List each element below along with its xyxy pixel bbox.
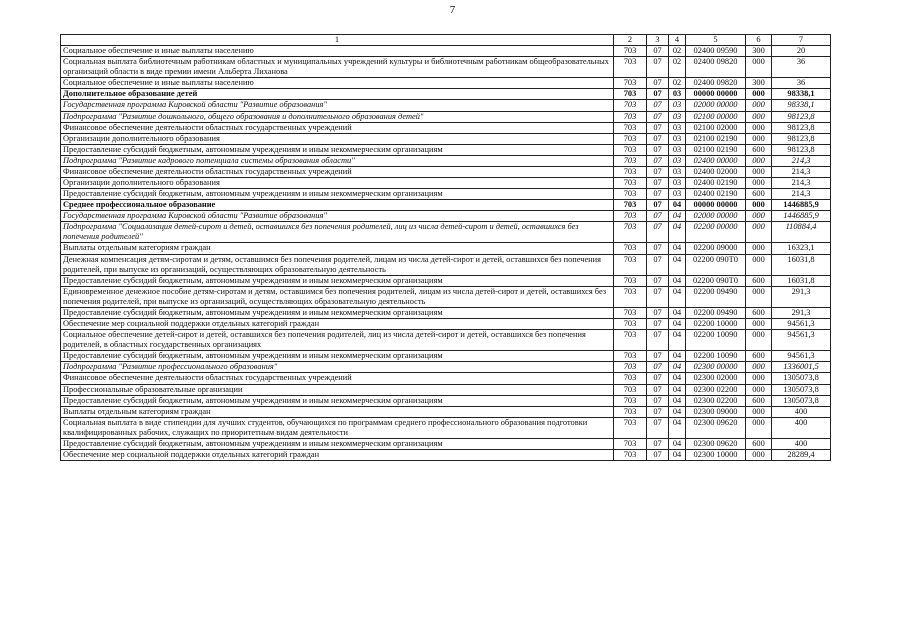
cell-section: 07 — [647, 144, 669, 155]
cell-section: 07 — [647, 351, 669, 362]
cell-name: Предоставление субсидий бюджетным, автономным учреждениям и иным некоммерческим организациям — [61, 307, 614, 318]
cell-ministry-code: 703 — [614, 243, 647, 254]
cell-name: Социальная выплата библиотечным работникам областных и муниципальных учреждений культуры и библиотечным работникам общеобразовательных организаций области в виде премии имени Альберта Лиханова — [61, 57, 614, 78]
cell-name: Выплаты отдельным категориям граждан — [61, 243, 614, 254]
cell-expense-type: 000 — [746, 254, 772, 275]
cell-ministry-code: 703 — [614, 449, 647, 460]
cell-amount: 214,3 — [772, 178, 831, 189]
cell-section: 07 — [647, 286, 669, 307]
cell-expense-type: 000 — [746, 89, 772, 100]
cell-subsection: 03 — [669, 111, 686, 122]
cell-ministry-code: 703 — [614, 351, 647, 362]
cell-amount: 94561,3 — [772, 351, 831, 362]
cell-name: Предоставление субсидий бюджетным, автономным учреждениям и иным некоммерческим организациям — [61, 189, 614, 200]
cell-subsection: 04 — [669, 211, 686, 222]
cell-ministry-code: 703 — [614, 89, 647, 100]
cell-target-article: 02200 10090 — [686, 330, 746, 351]
cell-name: Единовременное денежное пособие детям-сиротам и детям, оставшимся без попечения родителей, лицам из числа детей-сирот и детей, оставшихся без попечения родителей, при выпуске из организаций, осуществляющих образовательную деятельность — [61, 286, 614, 307]
cell-section: 07 — [647, 46, 669, 57]
table-row — [61, 307, 831, 318]
cell-ministry-code: 703 — [614, 111, 647, 122]
cell-name: Государственная программа Кировской области "Развитие образования" — [61, 100, 614, 111]
cell-amount: 400 — [772, 406, 831, 417]
cell-section: 07 — [647, 189, 669, 200]
cell-amount: 98338,1 — [772, 89, 831, 100]
cell-expense-type: 600 — [746, 351, 772, 362]
header-cell: 6 — [746, 35, 772, 46]
cell-ministry-code: 703 — [614, 155, 647, 166]
cell-expense-type: 000 — [746, 384, 772, 395]
table-row — [61, 222, 831, 243]
cell-amount: 1336001,5 — [772, 362, 831, 373]
cell-ministry-code: 703 — [614, 373, 647, 384]
cell-section: 07 — [647, 438, 669, 449]
cell-expense-type: 000 — [746, 155, 772, 166]
cell-section: 07 — [647, 406, 669, 417]
cell-subsection: 04 — [669, 351, 686, 362]
cell-ministry-code: 703 — [614, 286, 647, 307]
cell-expense-type: 300 — [746, 78, 772, 89]
cell-target-article: 02100 02190 — [686, 144, 746, 155]
cell-amount: 110884,4 — [772, 222, 831, 243]
cell-expense-type: 300 — [746, 46, 772, 57]
cell-section: 07 — [647, 133, 669, 144]
cell-subsection: 03 — [669, 100, 686, 111]
table-row — [61, 384, 831, 395]
cell-ministry-code: 703 — [614, 144, 647, 155]
cell-section: 07 — [647, 178, 669, 189]
table-row — [61, 133, 831, 144]
cell-target-article: 00000 00000 — [686, 89, 746, 100]
cell-section: 07 — [647, 78, 669, 89]
cell-expense-type: 000 — [746, 330, 772, 351]
table-row — [61, 211, 831, 222]
cell-subsection: 02 — [669, 78, 686, 89]
cell-amount: 16031,8 — [772, 254, 831, 275]
cell-amount: 28289,4 — [772, 449, 831, 460]
cell-name: Государственная программа Кировской области "Развитие образования" — [61, 211, 614, 222]
cell-section: 07 — [647, 362, 669, 373]
cell-name: Предоставление субсидий бюджетным, автономным учреждениям и иным некоммерческим организациям — [61, 351, 614, 362]
cell-amount: 400 — [772, 438, 831, 449]
cell-amount: 291,3 — [772, 286, 831, 307]
cell-target-article: 02000 00000 — [686, 100, 746, 111]
cell-section: 07 — [647, 275, 669, 286]
cell-amount: 1446885,9 — [772, 211, 831, 222]
cell-ministry-code: 703 — [614, 395, 647, 406]
cell-ministry-code: 703 — [614, 189, 647, 200]
table-row — [61, 395, 831, 406]
cell-subsection: 04 — [669, 319, 686, 330]
cell-name: Среднее профессиональное образование — [61, 200, 614, 211]
table-row — [61, 275, 831, 286]
cell-ministry-code: 703 — [614, 384, 647, 395]
cell-subsection: 04 — [669, 330, 686, 351]
cell-target-article: 02400 00000 — [686, 155, 746, 166]
cell-subsection: 04 — [669, 286, 686, 307]
cell-name: Финансовое обеспечение деятельности областных государственных учреждений — [61, 122, 614, 133]
cell-amount: 214,3 — [772, 166, 831, 177]
cell-target-article: 02200 10000 — [686, 319, 746, 330]
cell-amount: 1305073,8 — [772, 395, 831, 406]
cell-amount: 98123,8 — [772, 144, 831, 155]
cell-ministry-code: 703 — [614, 133, 647, 144]
cell-section: 07 — [647, 449, 669, 460]
cell-target-article: 02200 090Т0 — [686, 275, 746, 286]
cell-subsection: 04 — [669, 200, 686, 211]
cell-name: Социальное обеспечение и иные выплаты населению — [61, 46, 614, 57]
cell-expense-type: 000 — [746, 243, 772, 254]
cell-expense-type: 000 — [746, 122, 772, 133]
cell-expense-type: 600 — [746, 438, 772, 449]
cell-target-article: 02400 02190 — [686, 178, 746, 189]
cell-subsection: 03 — [669, 189, 686, 200]
cell-ministry-code: 703 — [614, 57, 647, 78]
cell-subsection: 04 — [669, 384, 686, 395]
cell-ministry-code: 703 — [614, 417, 647, 438]
cell-subsection: 02 — [669, 46, 686, 57]
cell-section: 07 — [647, 89, 669, 100]
cell-ministry-code: 703 — [614, 362, 647, 373]
cell-subsection: 04 — [669, 417, 686, 438]
table-row — [61, 155, 831, 166]
cell-target-article: 02300 09000 — [686, 406, 746, 417]
table-row — [61, 449, 831, 460]
table-row — [61, 351, 831, 362]
cell-ministry-code: 703 — [614, 319, 647, 330]
cell-amount: 98123,8 — [772, 111, 831, 122]
cell-section: 07 — [647, 384, 669, 395]
cell-section: 07 — [647, 100, 669, 111]
cell-expense-type: 000 — [746, 111, 772, 122]
cell-amount: 291,3 — [772, 307, 831, 318]
cell-amount: 36 — [772, 57, 831, 78]
cell-expense-type: 000 — [746, 319, 772, 330]
cell-target-article: 02100 02190 — [686, 133, 746, 144]
cell-target-article: 02400 09820 — [686, 57, 746, 78]
cell-ministry-code: 703 — [614, 406, 647, 417]
cell-target-article: 02300 02200 — [686, 395, 746, 406]
cell-target-article: 02200 090Т0 — [686, 254, 746, 275]
cell-name: Финансовое обеспечение деятельности областных государственных учреждений — [61, 373, 614, 384]
cell-name: Организации дополнительного образования — [61, 133, 614, 144]
cell-target-article: 02200 10090 — [686, 351, 746, 362]
cell-target-article: 02300 02000 — [686, 373, 746, 384]
cell-target-article: 02300 10000 — [686, 449, 746, 460]
header-row — [61, 35, 831, 46]
cell-ministry-code: 703 — [614, 222, 647, 243]
cell-subsection: 04 — [669, 243, 686, 254]
cell-target-article: 02100 00000 — [686, 111, 746, 122]
cell-expense-type: 600 — [746, 189, 772, 200]
header-cell: 7 — [772, 35, 831, 46]
cell-subsection: 03 — [669, 89, 686, 100]
cell-name: Предоставление субсидий бюджетным, автономным учреждениям и иным некоммерческим организациям — [61, 144, 614, 155]
table-row — [61, 417, 831, 438]
cell-ministry-code: 703 — [614, 166, 647, 177]
cell-section: 07 — [647, 200, 669, 211]
cell-amount: 1446885,9 — [772, 200, 831, 211]
cell-expense-type: 000 — [746, 362, 772, 373]
cell-section: 07 — [647, 307, 669, 318]
cell-expense-type: 000 — [746, 133, 772, 144]
table-row — [61, 286, 831, 307]
table-row — [61, 200, 831, 211]
cell-ministry-code: 703 — [614, 46, 647, 57]
cell-name: Подпрограмма "Развитие кадрового потенциала системы образования области" — [61, 155, 614, 166]
cell-amount: 98123,8 — [772, 122, 831, 133]
cell-expense-type: 600 — [746, 395, 772, 406]
cell-expense-type: 000 — [746, 200, 772, 211]
cell-section: 07 — [647, 330, 669, 351]
cell-name: Предоставление субсидий бюджетным, автономным учреждениям и иным некоммерческим организациям — [61, 275, 614, 286]
cell-ministry-code: 703 — [614, 178, 647, 189]
cell-section: 07 — [647, 254, 669, 275]
cell-target-article: 02300 09620 — [686, 438, 746, 449]
cell-target-article: 02200 09490 — [686, 307, 746, 318]
cell-amount: 214,3 — [772, 155, 831, 166]
cell-expense-type: 000 — [746, 286, 772, 307]
table-row — [61, 406, 831, 417]
cell-name: Подпрограмма "Развитие дошкольного, общего образования и дополнительного образования детей" — [61, 111, 614, 122]
table-row — [61, 46, 831, 57]
cell-expense-type: 000 — [746, 373, 772, 384]
cell-target-article: 02400 09820 — [686, 78, 746, 89]
cell-target-article: 02000 00000 — [686, 211, 746, 222]
cell-subsection: 03 — [669, 133, 686, 144]
cell-section: 07 — [647, 166, 669, 177]
cell-amount: 36 — [772, 78, 831, 89]
table-row — [61, 362, 831, 373]
cell-subsection: 04 — [669, 222, 686, 243]
table-row — [61, 243, 831, 254]
cell-section: 07 — [647, 57, 669, 78]
cell-name: Финансовое обеспечение деятельности областных государственных учреждений — [61, 166, 614, 177]
cell-subsection: 03 — [669, 122, 686, 133]
table-row — [61, 89, 831, 100]
cell-section: 07 — [647, 222, 669, 243]
cell-amount: 1305073,8 — [772, 373, 831, 384]
cell-amount: 16323,1 — [772, 243, 831, 254]
cell-expense-type: 000 — [746, 166, 772, 177]
cell-name: Дополнительное образование детей — [61, 89, 614, 100]
cell-name: Предоставление субсидий бюджетным, автономным учреждениям и иным некоммерческим организациям — [61, 438, 614, 449]
cell-ministry-code: 703 — [614, 438, 647, 449]
cell-section: 07 — [647, 395, 669, 406]
cell-amount: 16031,8 — [772, 275, 831, 286]
cell-expense-type: 000 — [746, 211, 772, 222]
cell-ministry-code: 703 — [614, 100, 647, 111]
cell-ministry-code: 703 — [614, 211, 647, 222]
cell-name: Предоставление субсидий бюджетным, автономным учреждениям и иным некоммерческим организациям — [61, 395, 614, 406]
table-row — [61, 319, 831, 330]
cell-subsection: 04 — [669, 438, 686, 449]
cell-section: 07 — [647, 211, 669, 222]
cell-subsection: 04 — [669, 275, 686, 286]
table-row — [61, 57, 831, 78]
cell-target-article: 02400 02000 — [686, 166, 746, 177]
cell-subsection: 03 — [669, 155, 686, 166]
cell-ministry-code: 703 — [614, 307, 647, 318]
table-row — [61, 178, 831, 189]
cell-subsection: 04 — [669, 307, 686, 318]
cell-subsection: 04 — [669, 406, 686, 417]
cell-section: 07 — [647, 417, 669, 438]
cell-name: Организации дополнительного образования — [61, 178, 614, 189]
cell-expense-type: 600 — [746, 307, 772, 318]
budget-table — [60, 34, 831, 461]
cell-section: 07 — [647, 111, 669, 122]
cell-name: Выплаты отдельным категориям граждан — [61, 406, 614, 417]
table-row — [61, 189, 831, 200]
table-row — [61, 144, 831, 155]
cell-expense-type: 600 — [746, 144, 772, 155]
table-row — [61, 438, 831, 449]
cell-amount: 94561,3 — [772, 330, 831, 351]
cell-name: Социальное обеспечение и иные выплаты населению — [61, 78, 614, 89]
cell-amount: 98123,8 — [772, 133, 831, 144]
cell-amount: 1305073,8 — [772, 384, 831, 395]
cell-target-article: 02200 09000 — [686, 243, 746, 254]
cell-ministry-code: 703 — [614, 275, 647, 286]
cell-section: 07 — [647, 373, 669, 384]
cell-target-article: 02200 09490 — [686, 286, 746, 307]
table-row — [61, 254, 831, 275]
table-row — [61, 166, 831, 177]
cell-expense-type: 000 — [746, 449, 772, 460]
cell-target-article: 00000 00000 — [686, 200, 746, 211]
cell-amount: 214,3 — [772, 189, 831, 200]
cell-target-article: 02300 09620 — [686, 417, 746, 438]
cell-subsection: 04 — [669, 373, 686, 384]
cell-section: 07 — [647, 319, 669, 330]
cell-target-article: 02400 02190 — [686, 189, 746, 200]
cell-expense-type: 000 — [746, 222, 772, 243]
cell-ministry-code: 703 — [614, 122, 647, 133]
cell-subsection: 03 — [669, 144, 686, 155]
cell-name: Профессиональные образовательные организации — [61, 384, 614, 395]
cell-target-article: 02200 00000 — [686, 222, 746, 243]
cell-ministry-code: 703 — [614, 330, 647, 351]
cell-expense-type: 000 — [746, 100, 772, 111]
cell-expense-type: 000 — [746, 417, 772, 438]
table-row — [61, 111, 831, 122]
cell-expense-type: 600 — [746, 275, 772, 286]
table-row — [61, 330, 831, 351]
cell-expense-type: 000 — [746, 406, 772, 417]
cell-target-article: 02100 02000 — [686, 122, 746, 133]
cell-subsection: 03 — [669, 166, 686, 177]
table-row — [61, 78, 831, 89]
table-row — [61, 122, 831, 133]
header-cell: 4 — [669, 35, 686, 46]
cell-amount: 94561,3 — [772, 319, 831, 330]
cell-name: Социальная выплата в виде стипендии для лучших студентов, обучающихся по программам среднего профессионального образования подготовки квалифицированных рабочих, служащих по приоритетным видам деятельности — [61, 417, 614, 438]
cell-subsection: 04 — [669, 395, 686, 406]
cell-ministry-code: 703 — [614, 254, 647, 275]
cell-subsection: 02 — [669, 57, 686, 78]
cell-ministry-code: 703 — [614, 200, 647, 211]
cell-subsection: 03 — [669, 178, 686, 189]
cell-expense-type: 000 — [746, 57, 772, 78]
cell-name: Обеспечение мер социальной поддержки отдельных категорий граждан — [61, 449, 614, 460]
cell-amount: 400 — [772, 417, 831, 438]
header-cell: 3 — [647, 35, 669, 46]
page-number: 7 — [449, 4, 456, 16]
cell-expense-type: 000 — [746, 178, 772, 189]
cell-name: Подпрограмма "Развитие профессионального образования" — [61, 362, 614, 373]
cell-section: 07 — [647, 122, 669, 133]
header-cell: 2 — [614, 35, 647, 46]
header-cell: 1 — [61, 35, 614, 46]
cell-name: Обеспечение мер социальной поддержки отдельных категорий граждан — [61, 319, 614, 330]
cell-target-article: 02300 00000 — [686, 362, 746, 373]
cell-amount: 98338,1 — [772, 100, 831, 111]
cell-section: 07 — [647, 243, 669, 254]
cell-subsection: 04 — [669, 362, 686, 373]
cell-name: Денежная компенсация детям-сиротам и детям, оставшимся без попечения родителей, лицам из числа детей-сирот и детей, оставшихся без попечения родителей, при выпуске из организаций, осуществляющих образовательную деятельность — [61, 254, 614, 275]
cell-target-article: 02300 02200 — [686, 384, 746, 395]
cell-amount: 20 — [772, 46, 831, 57]
cell-subsection: 04 — [669, 254, 686, 275]
cell-name: Социальное обеспечение детей-сирот и детей, оставшихся без попечения родителей, лиц из числа детей-сирот и детей, оставшихся без попечения родителей, в областных государственных организациях — [61, 330, 614, 351]
cell-ministry-code: 703 — [614, 78, 647, 89]
cell-target-article: 02400 09590 — [686, 46, 746, 57]
cell-section: 07 — [647, 155, 669, 166]
table-row — [61, 100, 831, 111]
cell-subsection: 04 — [669, 449, 686, 460]
header-cell: 5 — [686, 35, 746, 46]
table-row — [61, 373, 831, 384]
cell-name: Подпрограмма "Социализация детей-сирот и детей, оставшихся без попечения родителей, лиц из числа детей-сирот и детей, оставшихся без попечения родителей" — [61, 222, 614, 243]
